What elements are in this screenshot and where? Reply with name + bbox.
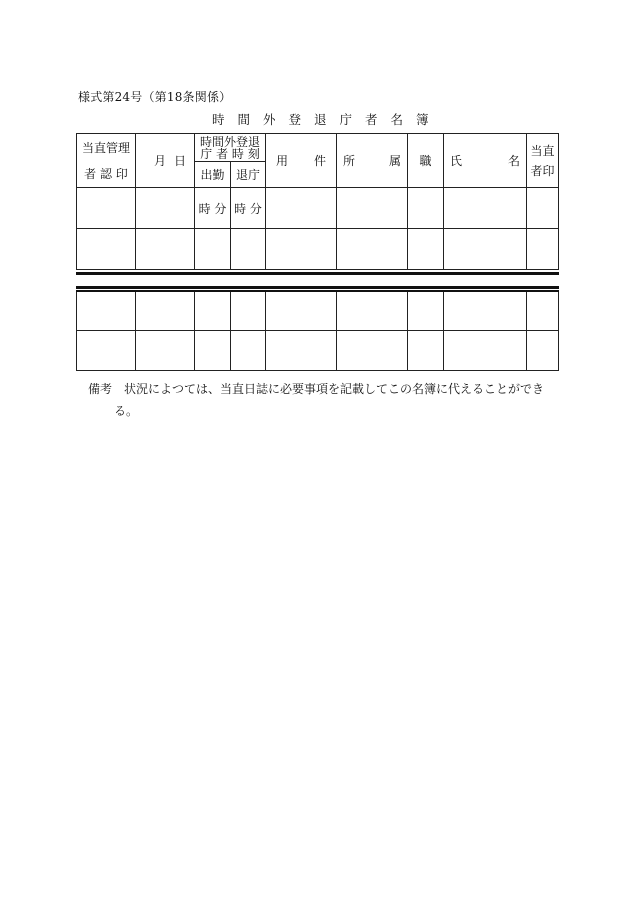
table-row (77, 291, 559, 330)
remarks (88, 378, 558, 422)
register-table-bottom (76, 290, 559, 371)
document-title: 時間外登退庁者名簿 (212, 112, 442, 127)
header-month-day: 月 日 (136, 134, 195, 188)
hour-unit: 時 (234, 201, 247, 216)
header-affiliation: 所 属 (337, 134, 408, 188)
table-row (77, 229, 559, 270)
header-admin-seal: 当直管理 者 認 印 (77, 134, 136, 188)
minute-unit: 分 (249, 201, 262, 216)
table-row (77, 330, 559, 370)
omission-separator (76, 272, 559, 289)
header-duty-seal: 当直 者印 (527, 134, 559, 188)
header-arrive: 出勤 (195, 162, 231, 188)
minute-unit: 分 (214, 201, 227, 216)
remarks-text-continued: る。 (114, 404, 139, 418)
hour-unit: 時 (198, 201, 211, 216)
header-business: 用 件 (266, 134, 337, 188)
table-row (77, 188, 559, 229)
register-table-top (76, 133, 559, 270)
header-position: 職 (408, 134, 444, 188)
remarks-label: 備考 (88, 382, 113, 396)
remarks-text: 状況によつては、当直日誌に必要事項を記載してこの名簿に代えることができ (124, 382, 545, 396)
form-number: 様式第24号（第18条関係） (78, 90, 232, 104)
header-overtime-time: 時間外登退 庁 者 時 刻 (195, 134, 266, 162)
header-name: 氏 名 (444, 134, 527, 188)
header-leave: 退庁 (231, 162, 266, 188)
